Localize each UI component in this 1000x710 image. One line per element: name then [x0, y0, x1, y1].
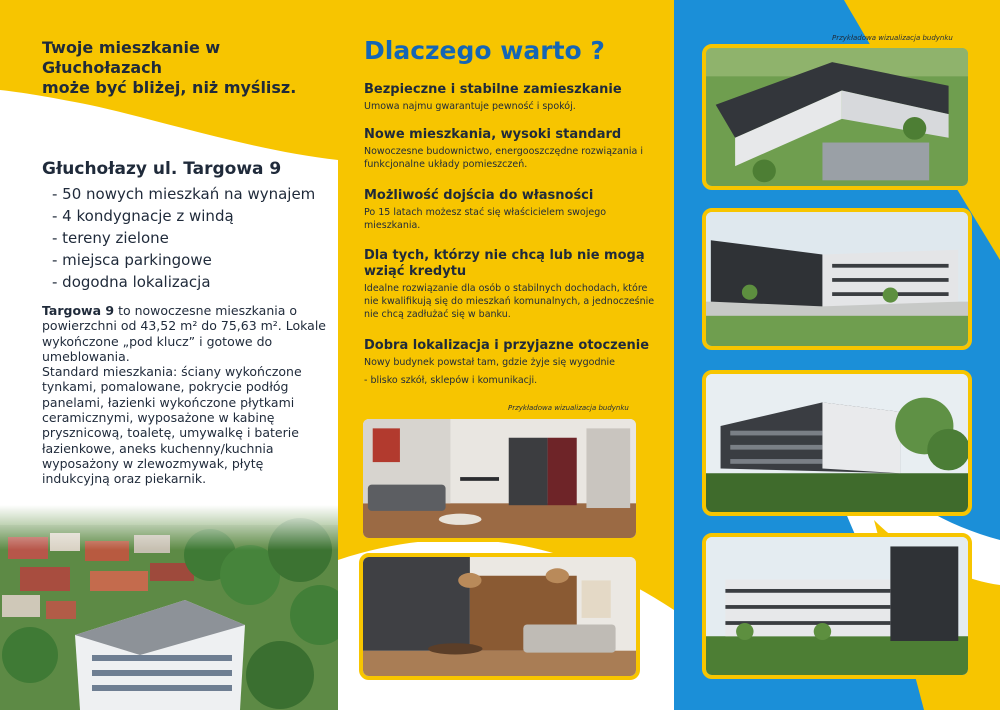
building-render-side [702, 370, 972, 516]
visualization-caption: Przykładowa wizualizacja budynku [832, 34, 953, 42]
why-title: Dlaczego warto ? [364, 36, 605, 65]
feature-item: - 4 kondygnacje z windą [52, 207, 234, 225]
building-render-aerial [702, 44, 972, 190]
reason-heading: Dla tych, którzy nie chcą lub nie mogą wziąć kredytu [364, 248, 645, 279]
description-part-2: Standard mieszkania: ściany wykończone tynkami, pomalowane, pokrycie podłóg panelami, łazienki wykończone płytkami ceramicznymi, wyposażone w kabinę prysznicową, toaletę, umywalkę i baterie łazienkowe, aneks kuchenny/kuchnia wyposażony w zlewozmywak, płytę indukcyjną oraz piekarnik. [42, 364, 302, 487]
feature-item: - dogodna lokalizacja [52, 273, 211, 291]
left-panel [0, 0, 338, 710]
feature-item: - tereny zielone [52, 229, 169, 247]
reason-high-standard [364, 127, 664, 171]
feature-item: - 50 nowych mieszkań na wynajem [52, 185, 316, 203]
building-image [706, 537, 968, 675]
tagline-line-1: Twoje mieszkanie w Głuchołazach [42, 38, 221, 77]
building-render-street [702, 208, 972, 350]
interior-image [363, 419, 636, 538]
reason-text: Idealne rozwiązanie dla osób o stabilnych dochodach, które nie kwalifikują się do mieszkań komunalnych, a jednocześnie nie chcą zadłużać się w banku. [364, 283, 655, 320]
building-image [706, 48, 968, 186]
reason-text: Nowoczesne budownictwo, energooszczędne rozwiązania i funkcjonalne układy pomieszczeń. [364, 146, 643, 170]
building-image [706, 212, 968, 346]
building-image [706, 374, 968, 512]
feature-list [52, 183, 315, 293]
right-panel [674, 0, 1000, 710]
reason-no-credit [364, 248, 664, 321]
building-render-garden [702, 533, 972, 679]
reason-text-2: - blisko szkół, sklepów i komunikacji. [364, 375, 538, 386]
aerial-town-photo [0, 505, 338, 710]
reason-text: Nowy budynek powstał tam, gdzie żyje się wygodnie [364, 357, 615, 368]
reason-safe-living [364, 82, 664, 113]
reason-text: Umowa najmu gwarantuje pewność i spokój. [364, 101, 576, 112]
reason-heading: Nowe mieszkania, wysoki standard [364, 127, 622, 142]
reason-heading: Dobra lokalizacja i przyjazne otoczenie [364, 338, 650, 353]
description-bold: Targowa 9 [42, 303, 115, 318]
interior-photo-living-kitchen [359, 415, 640, 542]
interior-image [363, 557, 636, 676]
middle-panel [338, 0, 674, 710]
tagline-line-2: może być bliżej, niż myślisz. [42, 78, 297, 97]
reason-location [364, 338, 664, 387]
description-part-1: to nowoczesne mieszkania o powierzchni od 43,52 m² do 75,63 m². Lokale wykończone „pod klucz” i gotowe do umeblowania. [42, 303, 326, 364]
tagline [42, 38, 332, 98]
description [42, 303, 334, 487]
interior-photo-living-room [359, 553, 640, 680]
reason-ownership [364, 188, 664, 232]
visualization-caption: Przykładowa wizualizacja budynku [508, 404, 629, 412]
address-heading: Głuchołazy ul. Targowa 9 [42, 159, 282, 179]
reason-heading: Bezpieczne i stabilne zamieszkanie [364, 82, 622, 97]
reason-heading: Możliwość dojścia do własności [364, 188, 594, 203]
reason-text: Po 15 latach możesz stać się właścicielem swojego mieszkania. [364, 207, 607, 231]
feature-item: - miejsca parkingowe [52, 251, 212, 269]
